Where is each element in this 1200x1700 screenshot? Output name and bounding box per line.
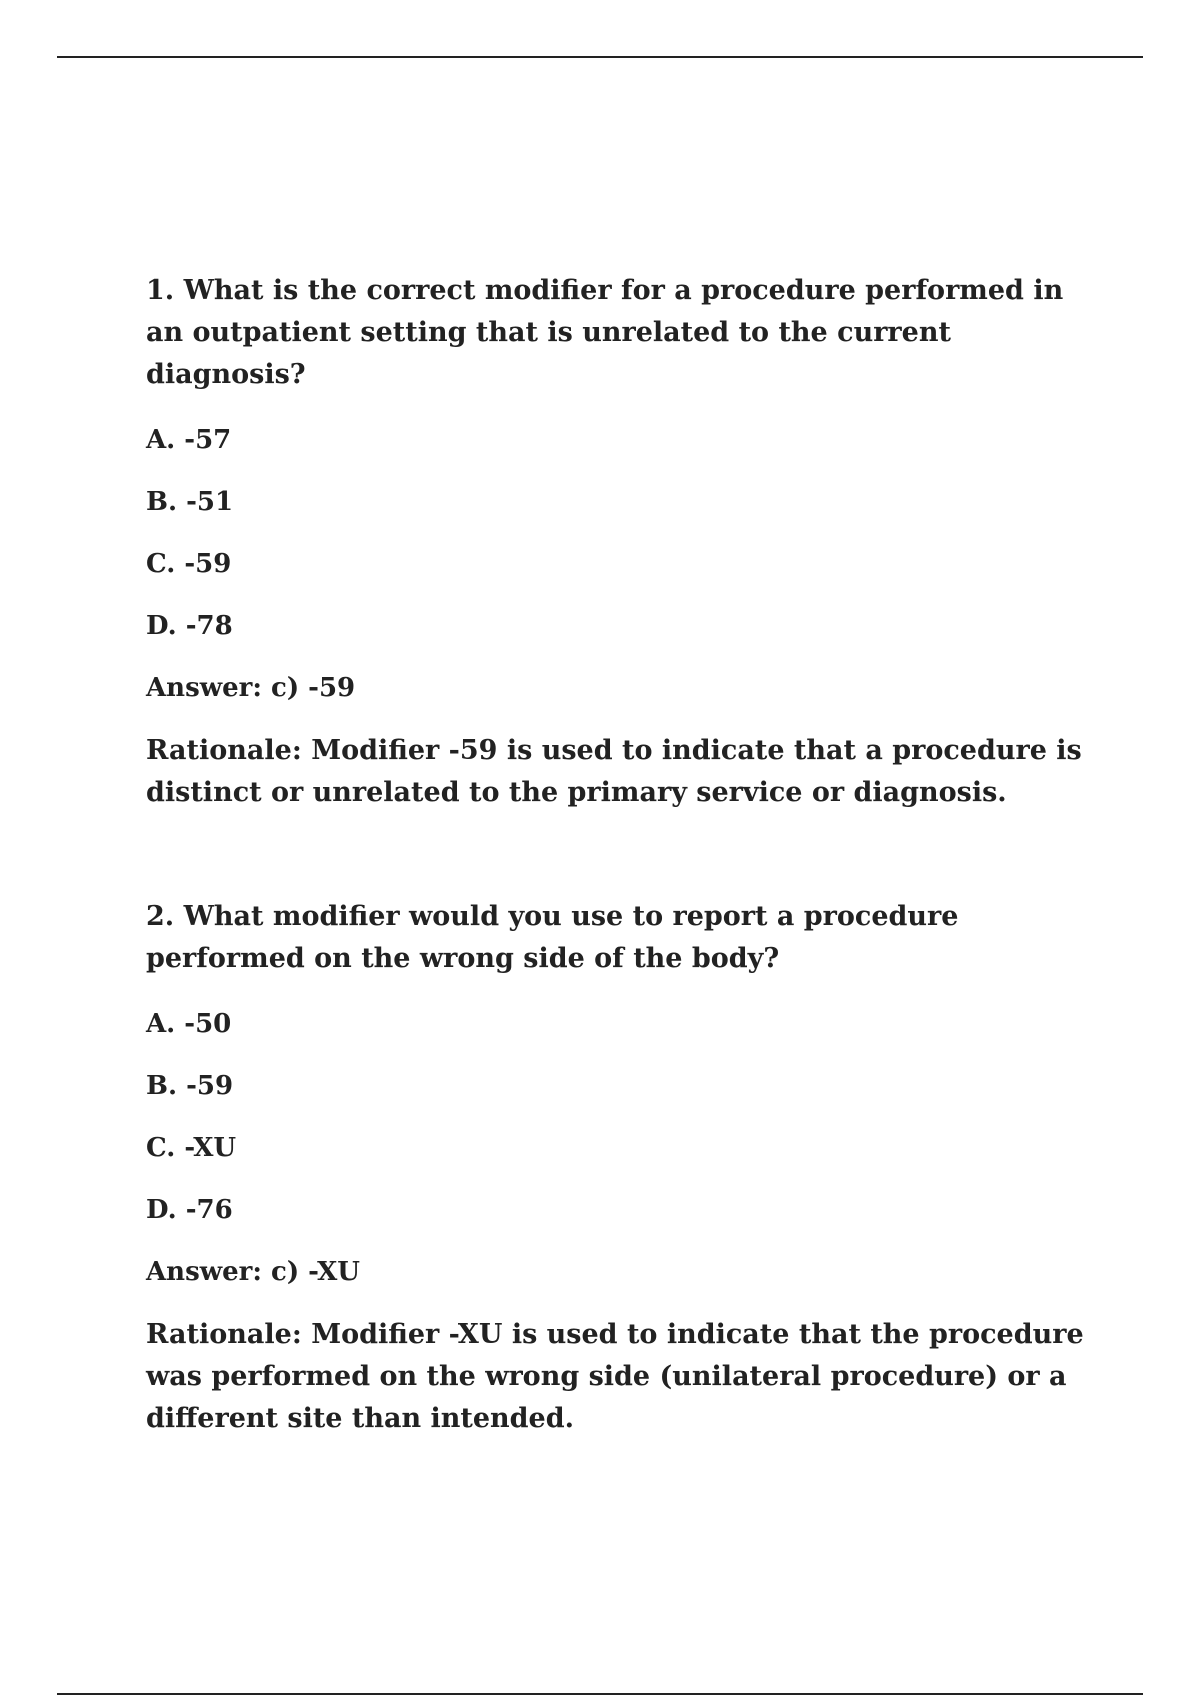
- option-a: A. -50: [146, 1009, 232, 1039]
- option-d: D. -76: [146, 1195, 233, 1225]
- rationale-text: Rationale: Modifier -XU is used to indicate that the procedure was performed on the wrong side (unilateral procedure) or a different site than intended.: [146, 1319, 1084, 1434]
- question-1: [146, 270, 1106, 814]
- option-c: C. -59: [146, 549, 232, 579]
- option-d: D. -78: [146, 611, 233, 641]
- answer-line: Answer: c) -59: [146, 673, 356, 703]
- question-2: [146, 896, 1106, 1440]
- footer-rule: [57, 1693, 1143, 1695]
- option-a: A. -57: [146, 425, 232, 455]
- option-b: B. -51: [146, 487, 234, 517]
- rationale-text: Rationale: Modifier -59 is used to indicate that a procedure is distinct or unrelated to the primary service or diagnosis.: [146, 735, 1082, 808]
- question-prompt: 1. What is the correct modifier for a procedure performed in an outpatient setting that is unrelated to the current diagnosis?: [146, 275, 1064, 390]
- option-c: C. -XU: [146, 1133, 237, 1163]
- answer-line: Answer: c) -XU: [146, 1257, 360, 1287]
- quiz-content: [146, 270, 1106, 1440]
- question-prompt: 2. What modifier would you use to report a procedure performed on the wrong side of the body?: [146, 901, 959, 974]
- header-rule: [57, 56, 1143, 58]
- option-b: B. -59: [146, 1071, 234, 1101]
